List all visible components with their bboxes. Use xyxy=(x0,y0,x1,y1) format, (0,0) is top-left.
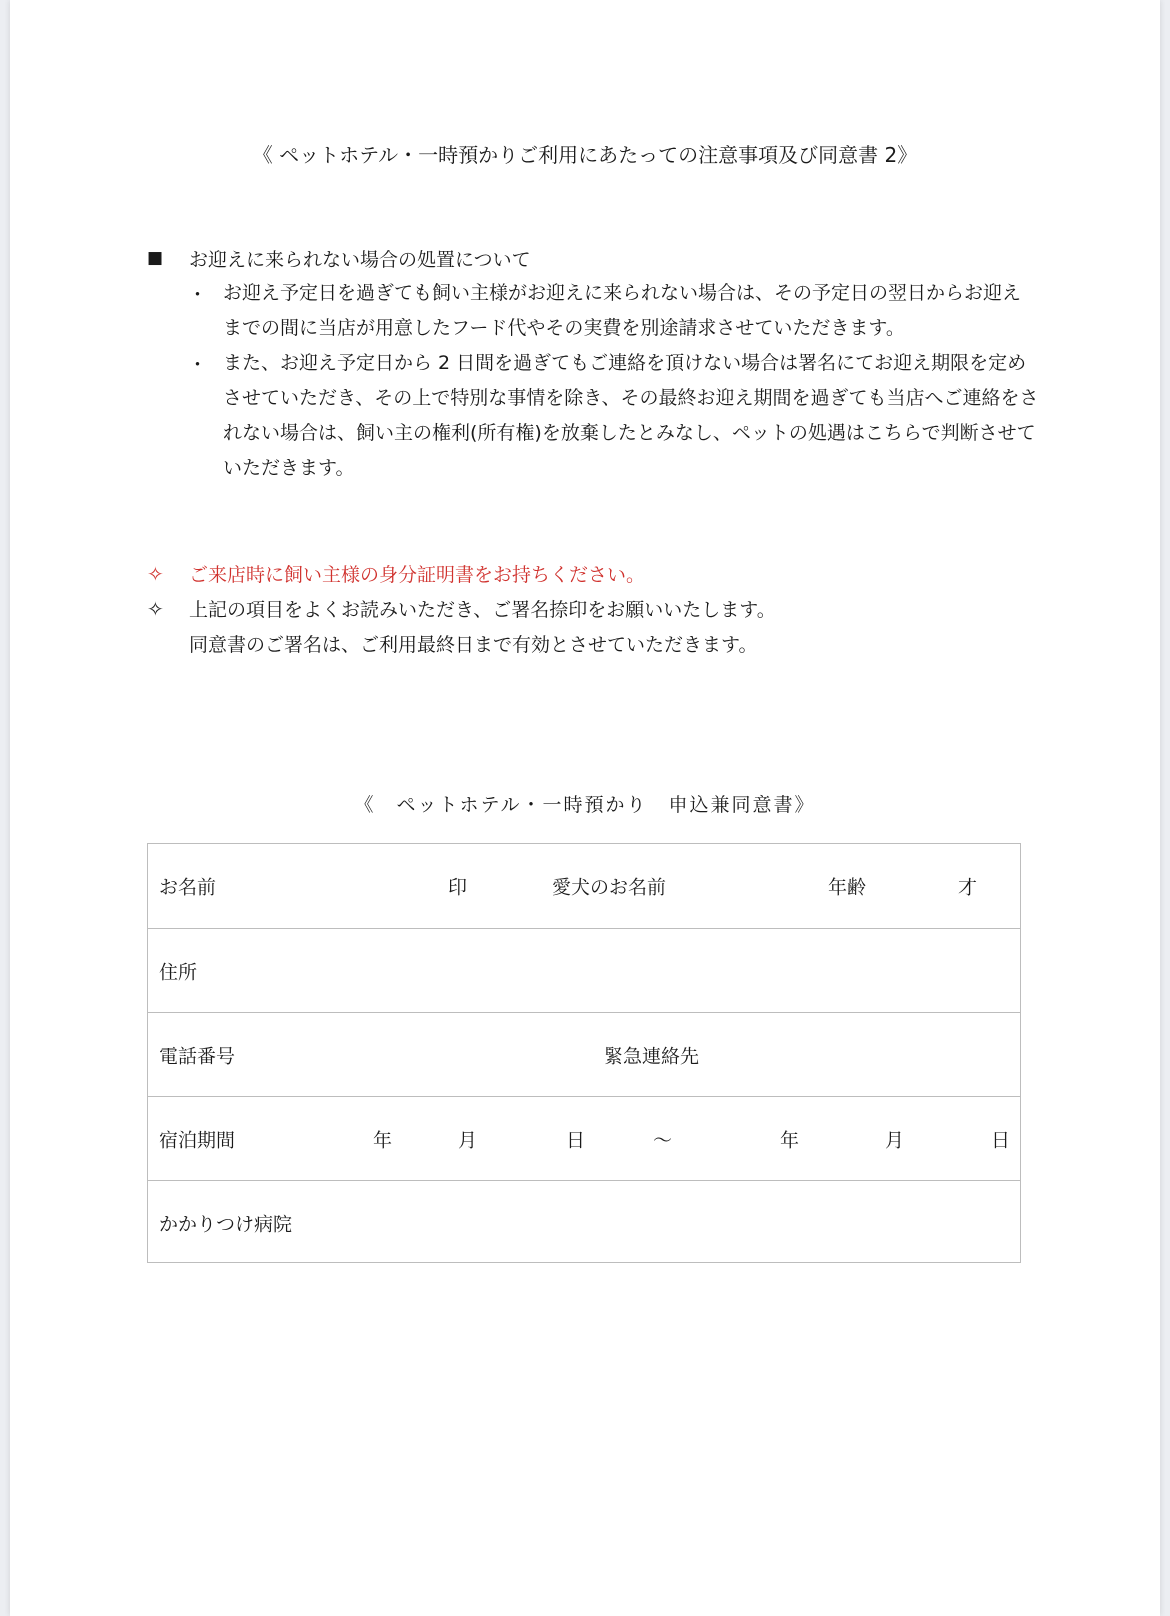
sparkle-icon: ✧ xyxy=(147,597,164,621)
form-row-stay-period xyxy=(148,1096,1020,1180)
end-year-label: 年 xyxy=(780,1129,800,1151)
seal-label: 印 xyxy=(448,876,468,899)
form-row-phone xyxy=(148,1012,1020,1096)
section-marker: ■ xyxy=(147,248,164,268)
application-form-table xyxy=(147,843,1021,1263)
id-reminder-note: ご来店時に飼い主様の身分証明書をお持ちください。 xyxy=(189,564,646,586)
name-label: お名前 xyxy=(159,876,217,899)
stay-period-label: 宿泊期間 xyxy=(159,1129,236,1151)
phone-label: 電話番号 xyxy=(159,1045,236,1067)
range-tilde: ～ xyxy=(653,1129,673,1151)
form-row-hospital xyxy=(148,1180,1020,1264)
bullet-line: また、お迎え予定日から 2 日間を過ぎてもご連絡を頂けない場合は署名にてお迎え期限を定め xyxy=(223,352,1027,374)
bullet-line: お迎え予定日を過ぎても飼い主様がお迎えに来られない場合は、その予定日の翌日からお迎え xyxy=(223,282,1022,304)
form-row-address xyxy=(148,928,1020,1012)
note-line: 上記の項目をよくお読みいただき、ご署名捺印をお願いいたします。 xyxy=(189,599,776,621)
bullet-paragraph xyxy=(223,276,1021,346)
bullet-line: いただきます。 xyxy=(223,457,355,479)
start-day-label: 日 xyxy=(566,1129,586,1151)
note-line: 同意書のご署名は、ご利用最終日まで有効とさせていただきます。 xyxy=(189,634,758,656)
hospital-label: かかりつけ病院 xyxy=(159,1213,293,1235)
bullet-line: れない場合は、飼い主の権利(所有権)を放棄したとみなし、ペットの処遇はこちらで判断させて xyxy=(223,422,1036,444)
age-label: 年齢 xyxy=(828,876,867,899)
form-row-name xyxy=(148,844,1020,928)
bullet-line: させていただき、その上で特別な事情を除き、その最終お迎え期間を過ぎても当店へご連絡をさ xyxy=(223,387,1039,409)
emergency-contact-label: 緊急連絡先 xyxy=(604,1045,700,1067)
end-day-label: 日 xyxy=(991,1129,1011,1151)
start-month-label: 月 xyxy=(458,1129,478,1151)
bullet-line: までの間に当店が用意したフード代やその実費を別途請求させていただきます。 xyxy=(223,317,905,339)
bullet-symbol: ・ xyxy=(188,354,208,376)
dog-name-label: 愛犬のお名前 xyxy=(552,876,667,899)
sparkle-icon: ✧ xyxy=(147,562,164,586)
bullet-paragraph xyxy=(223,346,1038,486)
end-month-label: 月 xyxy=(885,1129,905,1151)
age-unit-label: 才 xyxy=(958,876,978,899)
address-label: 住所 xyxy=(159,961,198,983)
document-page xyxy=(10,0,1160,1616)
form-title: 《 ペットホテル・一時預かり 申込兼同意書》 xyxy=(354,794,816,816)
bullet-symbol: ・ xyxy=(188,284,208,306)
start-year-label: 年 xyxy=(373,1129,393,1151)
document-title: 《 ペットホテル・一時預かりご利用にあたっての注意事項及び同意書 2》 xyxy=(252,143,918,167)
section-heading: お迎えに来られない場合の処置について xyxy=(189,249,531,271)
signature-note xyxy=(189,593,776,663)
